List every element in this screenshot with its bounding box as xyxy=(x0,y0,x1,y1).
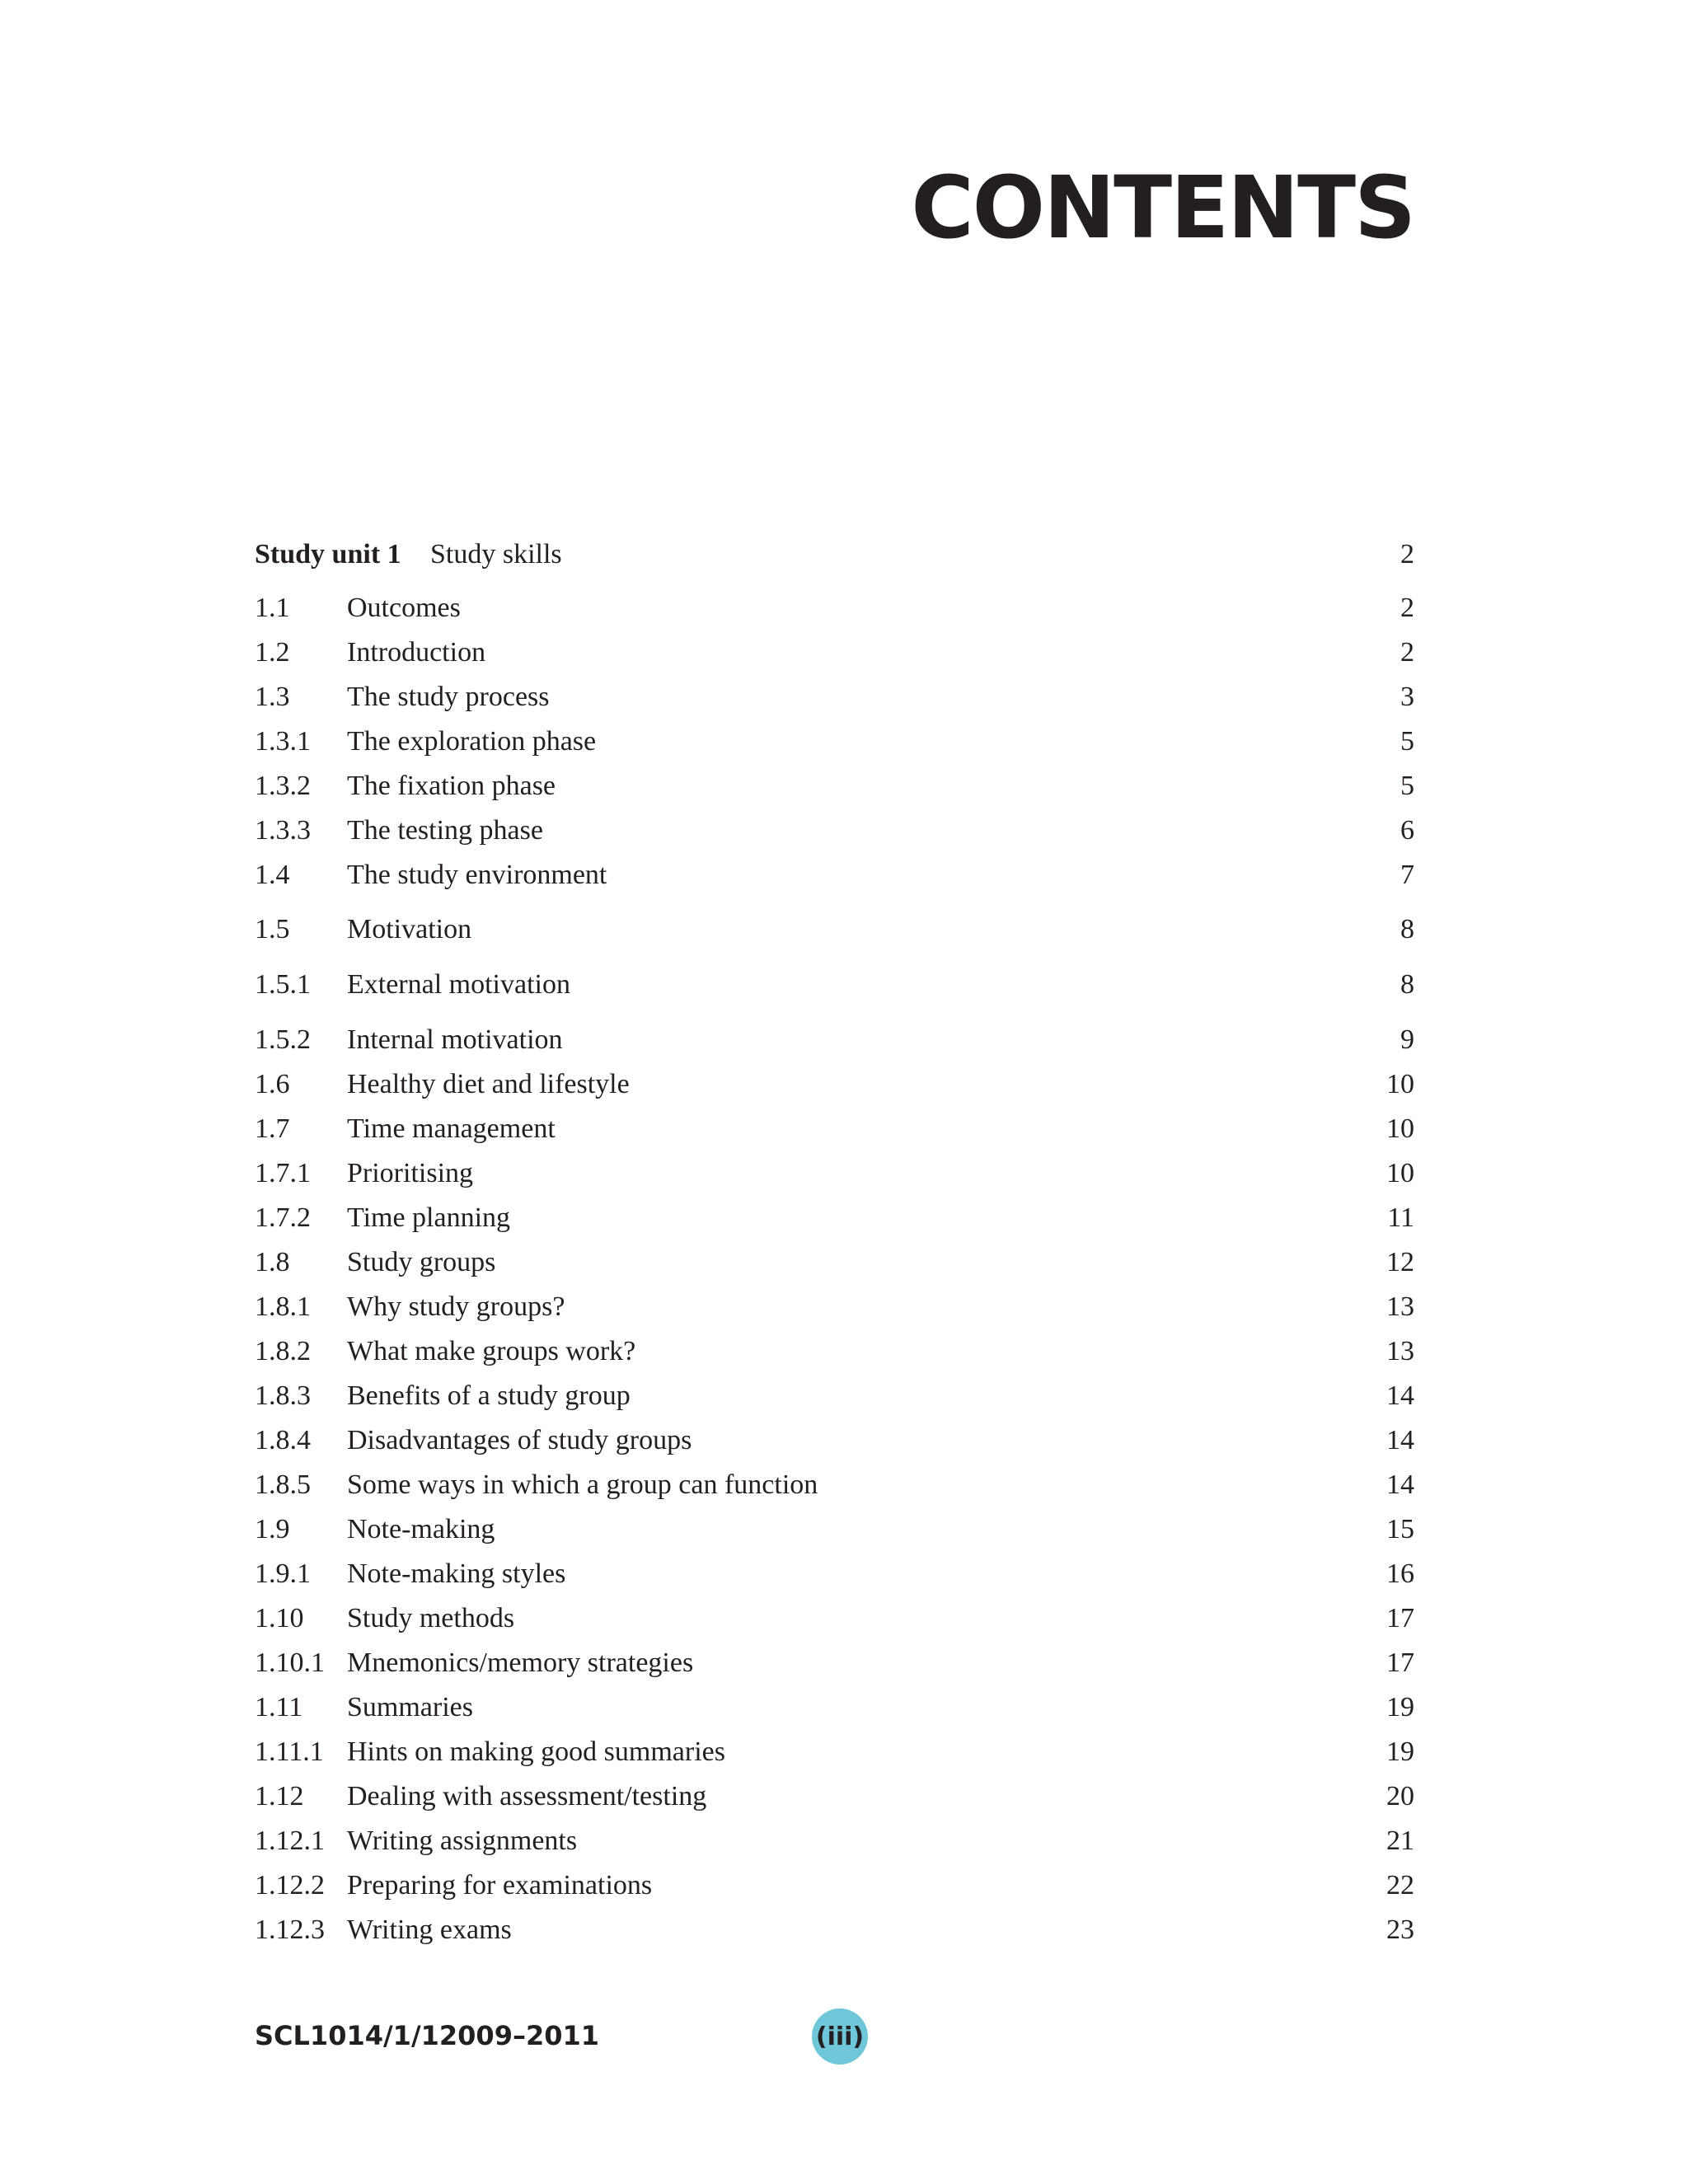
study-unit-page: 2 xyxy=(1400,539,1414,569)
page-number-badge xyxy=(812,2008,868,2064)
toc-entry-title: Note-making xyxy=(347,1514,495,1544)
toc-entry-page: 11 xyxy=(1387,1202,1414,1233)
toc-entry-page: 14 xyxy=(1386,1425,1414,1455)
toc-entry-page: 10 xyxy=(1386,1158,1414,1188)
toc-entry-title: The study environment xyxy=(347,860,607,890)
toc-entry-page: 5 xyxy=(1400,726,1414,757)
toc-entry-page: 14 xyxy=(1386,1380,1414,1411)
toc-entry-number: 1.8.5 xyxy=(255,1469,311,1500)
toc-entry-number: 1.3.3 xyxy=(255,815,311,846)
toc-entry-number: 1.7.1 xyxy=(255,1158,311,1188)
toc-entry-title: Motivation xyxy=(347,914,472,944)
toc-entry[interactable] xyxy=(255,1467,1414,1503)
page-number: (iii) xyxy=(815,2022,865,2051)
toc-entry-number: 1.12 xyxy=(255,1781,304,1811)
toc-entry-number: 1.1 xyxy=(255,593,290,623)
toc-entry-page: 12 xyxy=(1386,1247,1414,1277)
toc-entry-page: 8 xyxy=(1400,969,1414,1000)
toc-entry-title: What make groups work? xyxy=(347,1336,636,1366)
toc-entry[interactable] xyxy=(255,635,1414,671)
toc-entry-title: The fixation phase xyxy=(347,771,556,801)
toc-entry-title: Prioritising xyxy=(347,1158,474,1188)
toc-entry[interactable] xyxy=(255,813,1414,849)
study-unit-title: Study skills xyxy=(430,539,562,569)
toc-entry-title: Healthy diet and lifestyle xyxy=(347,1069,630,1099)
toc-entry-page: 16 xyxy=(1386,1558,1414,1589)
toc-entry-number: 1.7 xyxy=(255,1113,290,1144)
toc-entry-number: 1.8.2 xyxy=(255,1336,311,1366)
toc-entry-title: Time management xyxy=(347,1113,556,1144)
toc-entry[interactable] xyxy=(255,1868,1414,1904)
toc-entry-title: Internal motivation xyxy=(347,1024,563,1055)
toc-entry-number: 1.5.2 xyxy=(255,1024,311,1055)
toc-entry-page: 22 xyxy=(1386,1870,1414,1900)
toc-entry-page: 21 xyxy=(1386,1825,1414,1856)
toc-entry-page: 3 xyxy=(1400,682,1414,712)
toc-entry-page: 5 xyxy=(1400,771,1414,801)
toc-entry-page: 6 xyxy=(1400,815,1414,846)
toc-entry[interactable] xyxy=(255,1912,1414,1948)
toc-entry[interactable] xyxy=(255,1200,1414,1236)
toc-entry[interactable] xyxy=(255,1511,1414,1548)
toc-entry-page: 13 xyxy=(1386,1336,1414,1366)
toc-entry[interactable] xyxy=(255,1422,1414,1459)
toc-entry[interactable] xyxy=(255,1022,1414,1058)
toc-entry-number: 1.12.1 xyxy=(255,1825,325,1856)
toc-entry-page: 8 xyxy=(1400,914,1414,944)
toc-entry-number: 1.8.4 xyxy=(255,1425,311,1455)
toc-entry-number: 1.11.1 xyxy=(255,1736,324,1767)
toc-entry-number: 1.11 xyxy=(255,1692,303,1722)
toc-entry-number: 1.3.2 xyxy=(255,771,311,801)
toc-entry-page: 14 xyxy=(1386,1469,1414,1500)
toc-entry-title: Study groups xyxy=(347,1247,496,1277)
toc-entry-number: 1.12.3 xyxy=(255,1915,325,1945)
toc-entry-number: 1.2 xyxy=(255,637,290,668)
toc-entry-title: Introduction xyxy=(347,637,486,668)
toc-entry-title: Time planning xyxy=(347,1202,511,1233)
toc-entry-title: Dealing with assessment/testing xyxy=(347,1781,707,1811)
toc-entry-number: 1.6 xyxy=(255,1069,290,1099)
toc-entry[interactable] xyxy=(255,857,1414,893)
toc-entry[interactable] xyxy=(255,1601,1414,1637)
toc-entry[interactable] xyxy=(255,1155,1414,1192)
toc-entry[interactable] xyxy=(255,724,1414,760)
toc-entry-page: 15 xyxy=(1386,1514,1414,1544)
toc-entry-page: 7 xyxy=(1400,860,1414,890)
toc-entry[interactable] xyxy=(255,1333,1414,1370)
toc-entry-number: 1.9 xyxy=(255,1514,290,1544)
toc-entry-title: Why study groups? xyxy=(347,1291,565,1322)
study-unit-heading[interactable] xyxy=(255,537,1414,573)
toc-entry-page: 17 xyxy=(1386,1603,1414,1633)
toc-entry-page: 23 xyxy=(1386,1915,1414,1945)
toc-entry[interactable] xyxy=(255,1244,1414,1281)
toc-entry-number: 1.7.2 xyxy=(255,1202,311,1233)
toc-entry-number: 1.3.1 xyxy=(255,726,311,757)
toc-entry-page: 9 xyxy=(1400,1024,1414,1055)
toc-entry[interactable] xyxy=(255,1734,1414,1770)
study-unit-label: Study unit 1 xyxy=(255,539,401,569)
toc-entry-number: 1.8 xyxy=(255,1247,290,1277)
toc-entry-title: The testing phase xyxy=(347,815,543,846)
toc-entry-title: Writing assignments xyxy=(347,1825,578,1856)
toc-entry-title: Outcomes xyxy=(347,593,461,623)
toc-entry[interactable] xyxy=(255,1289,1414,1325)
toc-entry-number: 1.10.1 xyxy=(255,1647,325,1678)
course-code: SCL1014/1/12009–2011 xyxy=(255,2020,600,2051)
toc-entry-title: Disadvantages of study groups xyxy=(347,1425,692,1455)
toc-entry-number: 1.8.1 xyxy=(255,1291,311,1322)
toc-entry-number: 1.5 xyxy=(255,914,290,944)
toc-entry-title: Mnemonics/memory strategies xyxy=(347,1647,694,1678)
toc-entry[interactable] xyxy=(255,967,1414,1003)
toc-entry[interactable] xyxy=(255,1645,1414,1681)
toc-entry[interactable] xyxy=(255,679,1414,715)
toc-entry[interactable] xyxy=(255,590,1414,626)
toc-entry[interactable] xyxy=(255,768,1414,804)
toc-entry-title: The study process xyxy=(347,682,550,712)
toc-entry-number: 1.12.2 xyxy=(255,1870,325,1900)
page-title: CONTENTS xyxy=(911,157,1414,258)
toc-entry-page: 20 xyxy=(1386,1781,1414,1811)
toc-entry-title: The exploration phase xyxy=(347,726,597,757)
toc-entry-title: Preparing for examinations xyxy=(347,1870,653,1900)
toc-entry[interactable] xyxy=(255,1556,1414,1592)
toc-entry[interactable] xyxy=(255,1378,1414,1414)
toc-entry-page: 19 xyxy=(1386,1736,1414,1767)
toc-entry-title: Note-making styles xyxy=(347,1558,566,1589)
toc-entry[interactable] xyxy=(255,1066,1414,1103)
toc-entry-title: Writing exams xyxy=(347,1915,512,1945)
toc-entry[interactable] xyxy=(255,1779,1414,1815)
toc-entry-number: 1.9.1 xyxy=(255,1558,311,1589)
toc-entry-number: 1.5.1 xyxy=(255,969,311,1000)
toc-entry-page: 10 xyxy=(1386,1069,1414,1099)
toc-entry-page: 10 xyxy=(1386,1113,1414,1144)
toc-entry-page: 19 xyxy=(1386,1692,1414,1722)
toc-entry-title: Summaries xyxy=(347,1692,473,1722)
toc-entry-page: 17 xyxy=(1386,1647,1414,1678)
toc-entry-title: Hints on making good summaries xyxy=(347,1736,725,1767)
toc-entry-number: 1.8.3 xyxy=(255,1380,311,1411)
toc-entry-number: 1.4 xyxy=(255,860,290,890)
toc-entry-number: 1.10 xyxy=(255,1603,304,1633)
toc-entry[interactable] xyxy=(255,1690,1414,1726)
toc-entry-page: 13 xyxy=(1386,1291,1414,1322)
toc-entry-number: 1.3 xyxy=(255,682,290,712)
toc-entry-title: Benefits of a study group xyxy=(347,1380,631,1411)
toc-entry-title: External motivation xyxy=(347,969,570,1000)
toc-entry-page: 2 xyxy=(1400,593,1414,623)
toc-entry-title: Some ways in which a group can function xyxy=(347,1469,818,1500)
toc-entry[interactable] xyxy=(255,1111,1414,1147)
toc-entry[interactable] xyxy=(255,1823,1414,1859)
toc-entry-page: 2 xyxy=(1400,637,1414,668)
toc-entry[interactable] xyxy=(255,912,1414,948)
toc-entry-title: Study methods xyxy=(347,1603,515,1633)
